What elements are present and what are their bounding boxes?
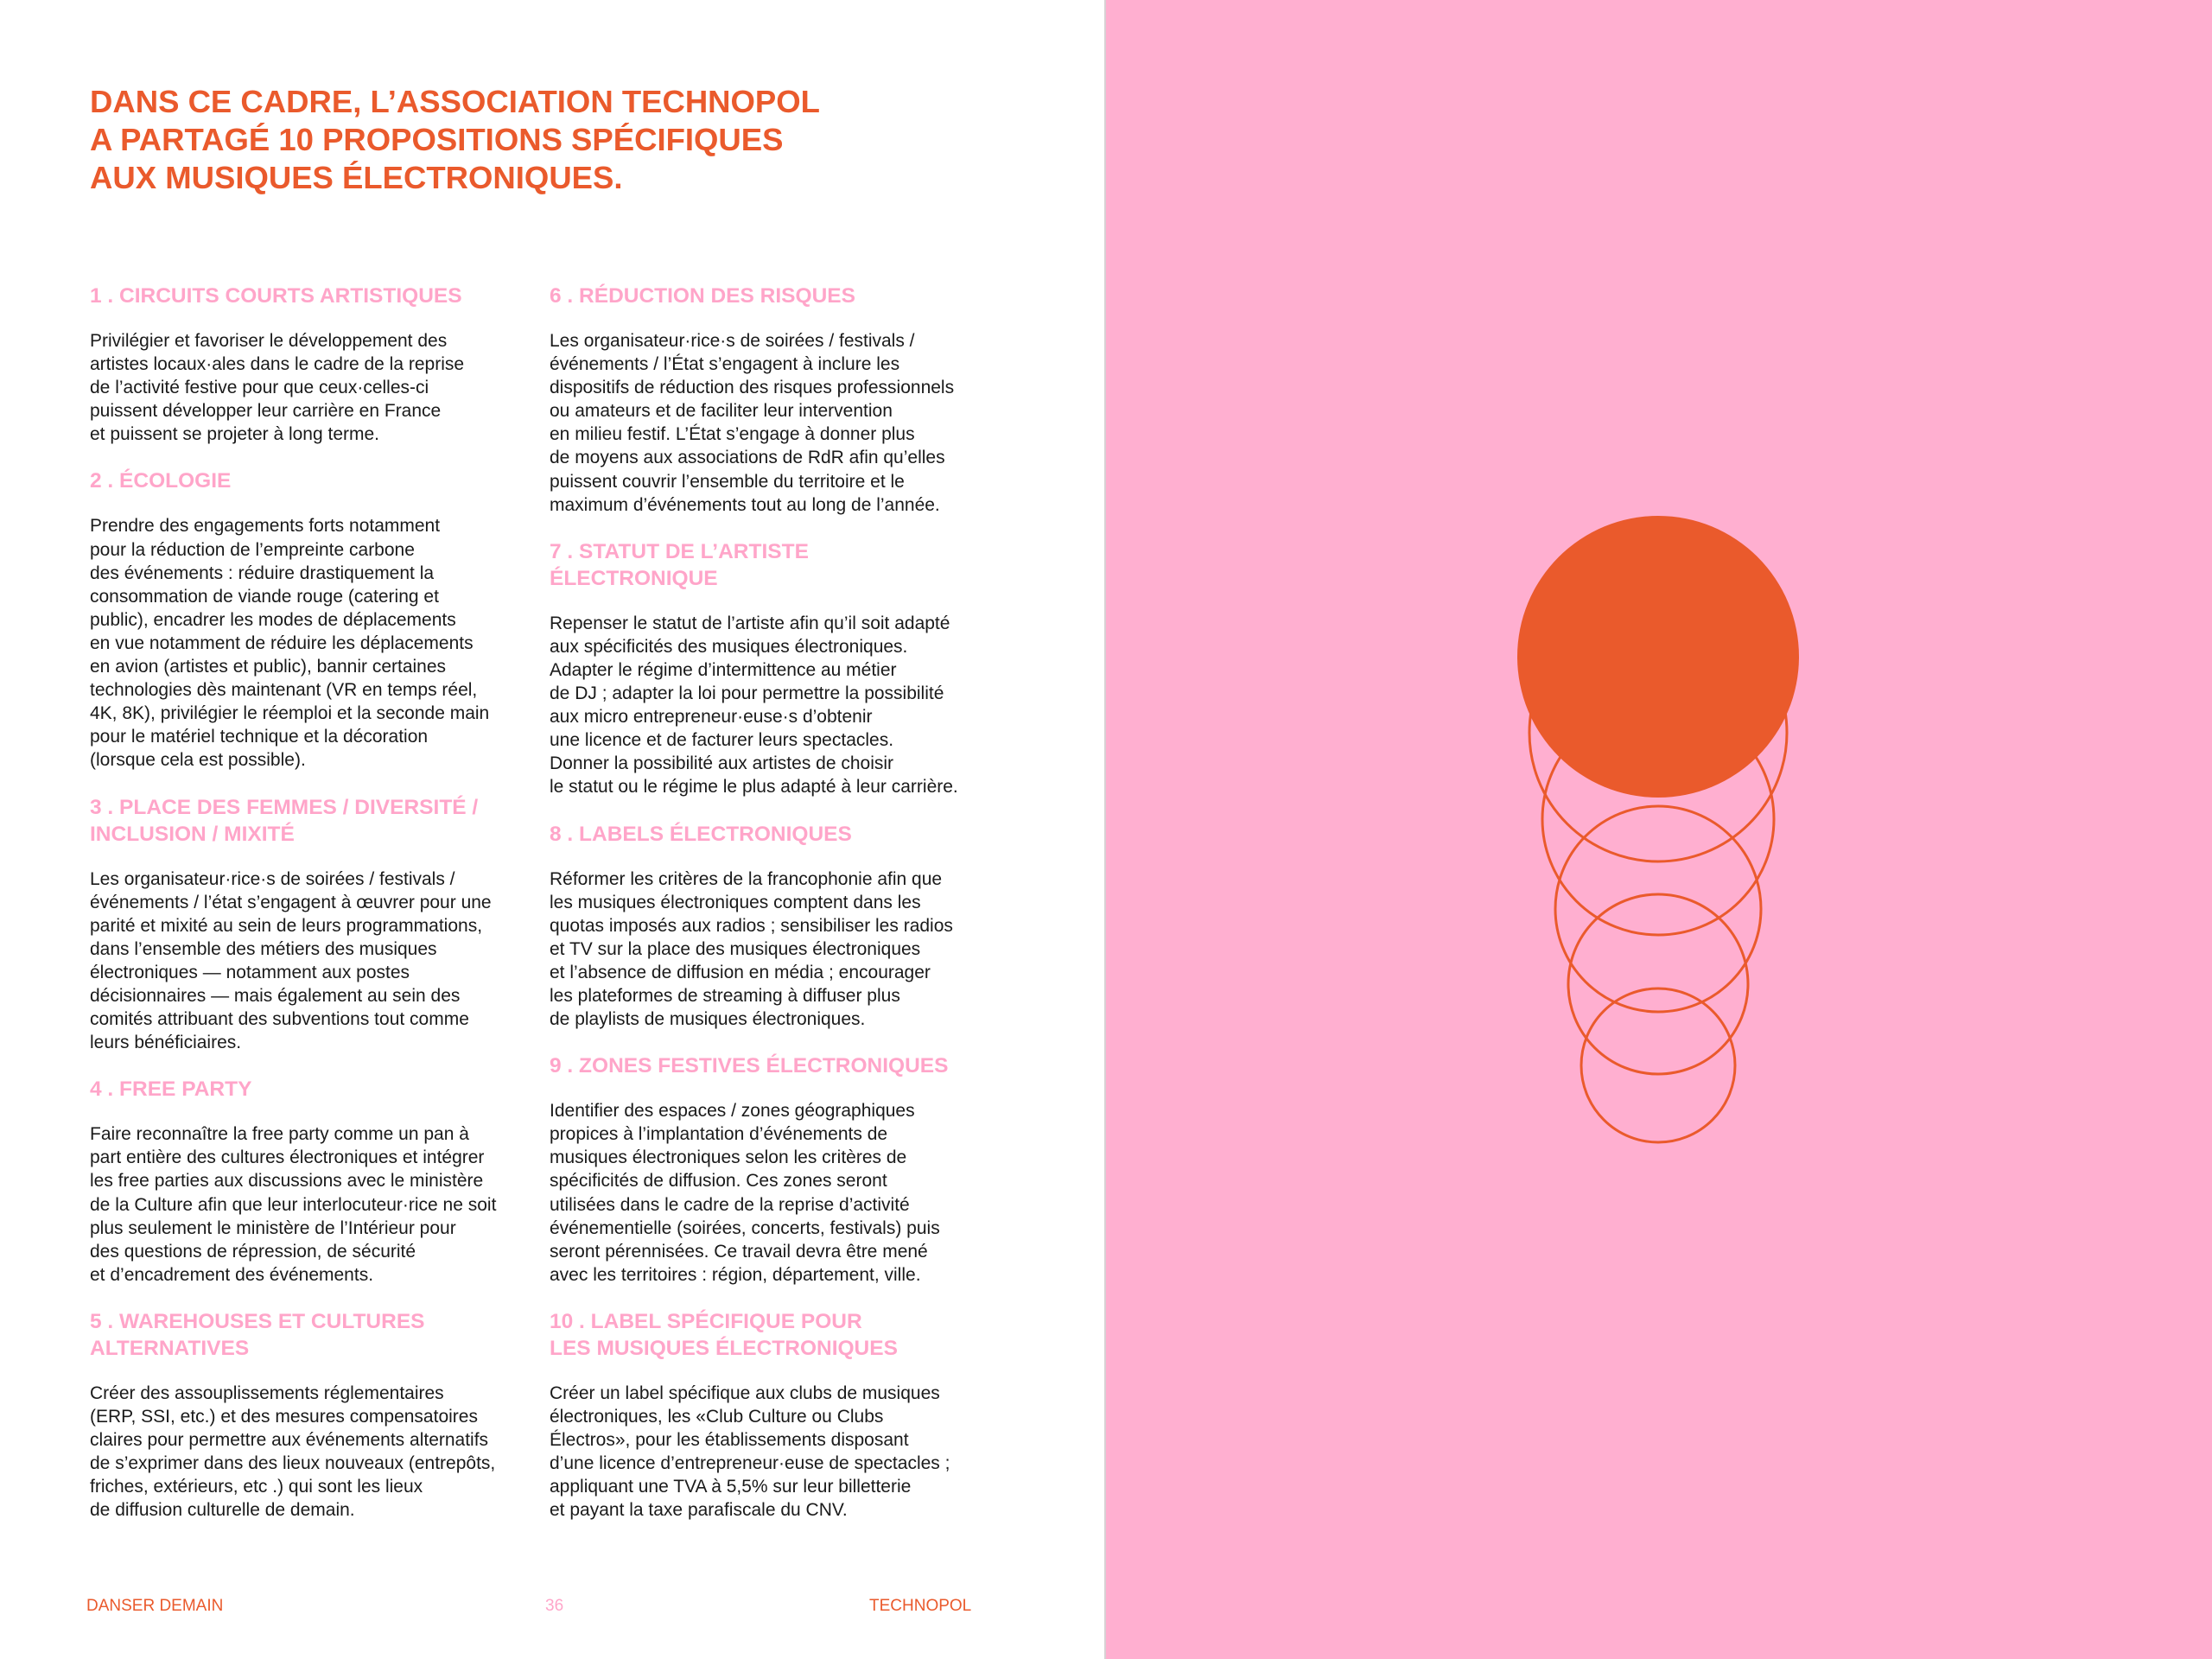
text-line: et d’encadrement des événements. <box>90 1264 374 1285</box>
text-line: événements / l’État s’engagent à inclure les <box>550 354 900 375</box>
proposition-section <box>90 794 543 1055</box>
text-line: Prendre des engagements forts notamment <box>90 516 441 537</box>
heading-line: 7 . STATUT DE L’ARTISTE <box>550 539 809 563</box>
text-line: utilisées dans le cadre de la reprise d’activité <box>550 1194 910 1215</box>
heading-line: 4 . FREE PARTY <box>90 1077 252 1102</box>
proposition-text <box>550 868 1003 1032</box>
heading-line: 9 . ZONES FESTIVES ÉLECTRONIQUES <box>550 1054 949 1078</box>
proposition-section <box>550 821 1003 1032</box>
text-line: en avion (artistes et public), bannir certaines <box>90 657 447 677</box>
text-line: décisionnaires — mais également au sein des <box>90 985 461 1006</box>
text-line: événementielle (soirées, concerts, festivals) puis <box>550 1217 940 1238</box>
proposition-section <box>550 283 1003 517</box>
title-line: A PARTAGÉ 10 PROPOSITIONS SPÉCIFIQUES <box>90 122 784 157</box>
text-line: avec les territoires : région, département, ville. <box>550 1264 921 1285</box>
text-line: claires pour permettre aux événements alternatifs <box>90 1430 489 1451</box>
proposition-section <box>550 1308 1003 1522</box>
page-number: 36 <box>545 1597 564 1615</box>
text-line: en milieu festif. L’État s’engage à donner plus <box>550 424 915 445</box>
text-line: spécificités de diffusion. Ces zones seront <box>550 1171 887 1192</box>
left-column <box>90 283 543 1543</box>
text-line: pour la réduction de l’empreinte carbone <box>90 539 415 560</box>
text-line: pour le matériel technique et la décoration <box>90 727 429 747</box>
text-line: en vue notamment de réduire les déplacements <box>90 632 474 653</box>
proposition-heading <box>550 821 1003 848</box>
text-line: les free parties aux discussions avec le ministère <box>90 1171 484 1192</box>
heading-line: 5 . WAREHOUSES ET CULTURES <box>90 1309 425 1333</box>
proposition-heading <box>90 1076 543 1103</box>
text-line: de moyens aux associations de RdR afin qu’elles <box>550 448 945 468</box>
heading-line: LES MUSIQUES ÉLECTRONIQUES <box>550 1336 898 1360</box>
proposition-heading <box>550 283 1003 309</box>
text-line: de s’exprimer dans des lieux nouveaux (entrepôts, <box>90 1453 496 1474</box>
text-line: les plateformes de streaming à diffuser plus <box>550 985 900 1006</box>
text-line: aux spécificités des musiques électroniques. <box>550 636 908 657</box>
proposition-text <box>90 514 543 772</box>
left-page <box>0 0 1104 1659</box>
proposition-heading <box>550 1308 1003 1362</box>
text-line: Adapter le régime d’intermittence au métier <box>550 659 897 680</box>
text-line: friches, extérieurs, etc .) qui sont les lieux <box>90 1477 423 1497</box>
heading-line: ALTERNATIVES <box>90 1336 250 1360</box>
text-line: électroniques — notamment aux postes <box>90 962 410 982</box>
text-line: une licence et de facturer leurs spectacles. <box>550 730 894 751</box>
text-line: public), encadrer les modes de déplacements <box>90 609 456 630</box>
text-line: parité et mixité au sein de leurs programmations, <box>90 915 483 936</box>
right-page-illustration <box>1106 0 2212 1659</box>
proposition-text <box>550 612 1003 799</box>
text-line: de playlists de musiques électroniques. <box>550 1009 866 1030</box>
proposition-heading <box>550 538 1003 592</box>
proposition-text <box>90 329 543 446</box>
text-line: de DJ ; adapter la loi pour permettre la possibilité <box>550 683 944 704</box>
text-line: dispositifs de réduction des risques professionnels <box>550 378 955 398</box>
title-line: DANS CE CADRE, L’ASSOCIATION TECHNOPOL <box>90 84 820 119</box>
text-line: aux micro entrepreneur·euse·s d’obtenir <box>550 707 873 728</box>
text-line: Les organisateur·rice·s de soirées / festivals / <box>550 331 915 351</box>
proposition-section <box>90 467 543 772</box>
footer-organization: TECHNOPOL <box>869 1597 972 1615</box>
text-line: part entière des cultures électroniques et intégrer <box>90 1147 485 1168</box>
text-line: événements / l’état s’engagent à œuvrer pour une <box>90 892 492 912</box>
text-line: de diffusion culturelle de demain. <box>90 1500 355 1521</box>
text-line: artistes locaux·ales dans le cadre de la reprise <box>90 354 465 375</box>
text-line: Donner la possibilité aux artistes de choisir <box>550 753 894 774</box>
text-line: Faire reconnaître la free party comme un pan à <box>90 1124 469 1145</box>
text-line: Créer des assouplissements réglementaires <box>90 1382 444 1403</box>
proposition-text <box>90 1122 543 1287</box>
heading-line: INCLUSION / MIXITÉ <box>90 822 295 846</box>
text-line: consommation de viande rouge (catering et <box>90 586 439 607</box>
text-line: et puissent se projeter à long terme. <box>90 424 380 445</box>
text-line: le statut ou le régime le plus adapté à leur carrière. <box>550 777 958 798</box>
text-line: de la Culture afin que leur interlocuteur·rice ne soit <box>90 1194 497 1215</box>
heading-line: ÉLECTRONIQUE <box>550 566 718 590</box>
heading-line: 3 . PLACE DES FEMMES / DIVERSITÉ / <box>90 795 479 819</box>
proposition-section <box>550 538 1003 799</box>
right-column <box>550 283 1003 1543</box>
text-line: et l’absence de diffusion en média ; encourager <box>550 962 931 982</box>
text-line: des événements : réduire drastiquement la <box>90 563 435 583</box>
text-line: puissent développer leur carrière en France <box>90 401 442 422</box>
heading-line: 2 . ÉCOLOGIE <box>90 469 232 493</box>
heading-line: 8 . LABELS ÉLECTRONIQUES <box>550 822 852 846</box>
text-line: électroniques, les «Club Culture ou Clubs <box>550 1407 884 1427</box>
text-line: Créer un label spécifique aux clubs de musiques <box>550 1382 940 1403</box>
proposition-text <box>550 1099 1003 1287</box>
text-line: (lorsque cela est possible). <box>90 750 306 771</box>
proposition-text <box>90 1382 543 1522</box>
text-line: appliquant une TVA à 5,5% sur leur billetterie <box>550 1477 912 1497</box>
text-line: puissent couvrir l’ensemble du territoire et le <box>550 471 905 492</box>
heading-line: 1 . CIRCUITS COURTS ARTISTIQUES <box>90 284 462 308</box>
solid-orange-circle <box>1517 516 1799 798</box>
text-line: Réformer les critères de la francophonie afin que <box>550 868 943 889</box>
text-line: les musiques électroniques comptent dans les <box>550 892 921 912</box>
stacked-circles-illustration <box>1106 0 2212 1659</box>
text-line: dans l’ensemble des métiers des musiques <box>90 938 437 959</box>
footer-publication-title: DANSER DEMAIN <box>86 1597 224 1615</box>
text-line: de l’activité festive pour que ceux·celles-ci <box>90 378 429 398</box>
proposition-heading <box>550 1052 1003 1079</box>
proposition-text <box>90 868 543 1055</box>
title-line: AUX MUSIQUES ÉLECTRONIQUES. <box>90 160 623 195</box>
text-line: propices à l’implantation d’événements de <box>550 1124 888 1145</box>
proposition-section <box>550 1052 1003 1287</box>
text-line: technologies dès maintenant (VR en temps réel, <box>90 680 478 701</box>
proposition-text <box>550 329 1003 517</box>
proposition-text <box>550 1382 1003 1522</box>
proposition-heading <box>90 794 543 848</box>
text-line: Identifier des espaces / zones géographiques <box>550 1101 915 1122</box>
text-line: comités attribuant des subventions tout comme <box>90 1009 469 1030</box>
text-line: Les organisateur·rice·s de soirées / festivals / <box>90 868 455 889</box>
text-line: quotas imposés aux radios ; sensibiliser les radios <box>550 915 953 936</box>
text-line: ou amateurs et de faciliter leur intervention <box>550 401 893 422</box>
proposition-heading <box>90 467 543 494</box>
proposition-section <box>90 1308 543 1522</box>
text-line: Électros», pour les établissements disposant <box>550 1430 909 1451</box>
text-line: Privilégier et favoriser le développement des <box>90 331 448 351</box>
text-line: (ERP, SSI, etc.) et des mesures compensatoires <box>90 1407 478 1427</box>
text-line: plus seulement le ministère de l’Intérieur pour <box>90 1217 456 1238</box>
heading-line: 10 . LABEL SPÉCIFIQUE POUR <box>550 1309 862 1333</box>
outline-circle-4 <box>1568 894 1748 1074</box>
text-line: 4K, 8K), privilégier le réemploi et la seconde main <box>90 703 490 724</box>
text-line: des questions de répression, de sécurité <box>90 1241 416 1262</box>
text-line: et payant la taxe parafiscale du CNV. <box>550 1500 848 1521</box>
text-line: seront pérennisées. Ce travail devra être mené <box>550 1241 928 1262</box>
proposition-heading <box>90 283 543 309</box>
text-line: d’une licence d’entrepreneur·euse de spectacles ; <box>550 1453 950 1474</box>
proposition-section <box>90 283 543 446</box>
text-line: leurs bénéficiaires. <box>90 1033 242 1053</box>
proposition-section <box>90 1076 543 1287</box>
heading-line: 6 . RÉDUCTION DES RISQUES <box>550 284 855 308</box>
text-line: maximum d’événements tout au long de l’année. <box>550 494 940 515</box>
text-line: et TV sur la place des musiques électroniques <box>550 938 921 959</box>
proposition-heading <box>90 1308 543 1362</box>
page-title <box>90 83 954 197</box>
text-line: musiques électroniques selon les critères de <box>550 1147 907 1168</box>
text-line: Repenser le statut de l’artiste afin qu’il soit adapté <box>550 613 950 633</box>
